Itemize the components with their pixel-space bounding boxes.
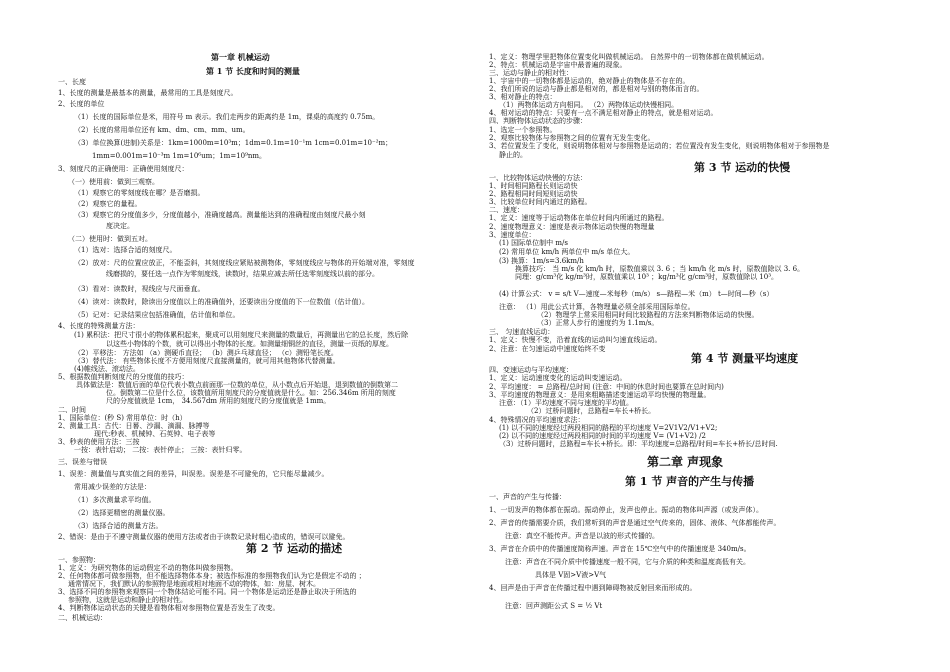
text-line: （1）选对：选择合适的刻度尺。: [74, 246, 177, 254]
text-line: (4)帷线法、滚动法。: [74, 365, 140, 373]
text-line: 3、比较单位时间内通过的路程。: [489, 198, 592, 206]
section-heading: 第 1 节 长度和时间的测量: [206, 66, 300, 76]
text-line: 1、时间相同路程长则运动快: [489, 182, 578, 190]
text-line: （4）读对：读数时，除读出分度值以上的准确值外，还要读出分度值的下一位数值（估计值）。: [74, 298, 369, 306]
section-heading: 第二章 声现象: [647, 455, 724, 469]
text-line: 具体是 V固>V液>V气: [535, 571, 607, 579]
text-line: 3、声音在介质中的传播速度简称声速。声音在 15℃空气中的传播速度是 340m/s。: [489, 545, 751, 553]
text-line: 二、速度：: [489, 206, 524, 214]
text-line: 4、相对运动的特点：只要有一点不满足相对静止的特点，就是相对运动。: [489, 109, 718, 117]
text-line: 常用减少误差的方法是：: [74, 483, 151, 491]
section-heading: 第 3 节 运动的快慢: [694, 161, 791, 174]
text-line: 4、长度的特殊测量方法：: [58, 322, 140, 330]
text-line: 二、机械运动：: [58, 614, 107, 622]
text-line: 1、定义：快慢不变，沿着直线的运动叫匀速直线运动。: [489, 336, 662, 344]
text-line: 3、选择不同的参照物来观察同一个物体结论可能不同。同一个物体是运动还是静止取决于所选的: [58, 588, 357, 596]
text-line: 2、我们所说的运动与静止都是相对的，都是相对与别的物体而言的。: [489, 85, 704, 93]
text-line: 线磨损的，要任选一点作为零刻度线，读数时，结果应减去所任选零刻度线以前的部分。: [106, 270, 379, 278]
text-line: 换算技巧： 当 m/s 化 km/h 时，原数值乘以 3. 6 ；当 km/h 化 m/s 时，原数值除以 3. 6。: [515, 265, 805, 273]
text-line: （5）记对：记录结果应包括准确值，估计值和单位。: [74, 311, 240, 319]
text-line: 2、观察比较物体与参照物之间的位置有无发生变化。: [489, 134, 655, 142]
section-heading: 第 1 节 声音的产生与传播: [625, 475, 755, 488]
text-line: (1) 国际单位制中 m/s: [499, 239, 568, 247]
text-line: 1、定义：速度等于运动物体在单位时间内所通过的路程。: [489, 214, 669, 222]
text-line: （3）替代法： 有些物体长度不方便用刻度尺直接测量的，就可用其他物体代替测量。: [74, 357, 340, 365]
text-line: 以这些小物体的个数，就可以得出小物体的长度。如测量细铜丝的直径，测量一页纸的厚度。: [106, 340, 393, 348]
text-line: 注意：（1）平均速度不同与速度的平均值。: [499, 399, 633, 407]
text-line: 5、根据数值判断刻度尺的分度值的技巧：: [58, 373, 189, 381]
text-line: 注意： （1）用此公式计算，各物理量必须全部采用国际单位。: [499, 303, 695, 311]
text-line: 2、任何物体都可做参照物，但不能选择物体本身；被选作标准的参照物我们认为它是假定不动的 ；: [58, 572, 366, 580]
text-line: 1、一切发声的物体都在振动。振动停止，发声也停止。振动的物体叫声源（或发声体）。: [489, 506, 763, 514]
text-line: 三、误差与错误: [58, 458, 107, 466]
text-line: 三、 匀速直线运动：: [489, 328, 555, 336]
text-line: 1、选定一个参照物。: [489, 126, 557, 134]
text-line: （3）选择合适的测量方法。: [74, 522, 163, 530]
text-line: （2）放对：尺的位置应放正，不能歪斜，其刻度线应紧贴被测物体，零刻度线应与物体的开始端对准，零刻度: [74, 259, 415, 267]
text-line: 1、定义：为研究物体的运动假定不动的物体叫做参照物。: [58, 564, 238, 572]
text-line: 2、特点：机械运动是宇宙中最普遍的现象。: [489, 61, 627, 69]
text-line: 4、判断物体运动状态的关键是看物体相对参照物位置是否发生了改变。: [58, 604, 280, 612]
text-line: 三、运动与静止的相对性：: [489, 69, 573, 77]
text-line: 同理：g/cm³化 kg/m³时，原数值乘以 10³ ；kg/m³化 g/cm³时，原数值除以 10³。: [515, 273, 779, 281]
text-line: 注意：真空不能传声。声音是以波的形式传播的。: [505, 532, 659, 540]
text-line: 现代:秒表、机械钟、石英钟、电子表等: [94, 430, 216, 438]
text-line: 二、时间: [58, 406, 86, 414]
text-line: 3、若位置发生了变化，则说明物体相对与参照物是运动的；若位置没有发生变化，则说明物体相对于参照物是: [489, 142, 830, 150]
text-line: 1、误差：测量值与真实值之间的差异，叫误差。误差是不可避免的，它只能尽量减少。: [58, 470, 329, 478]
text-line: 4、回声是由于声音在传播过程中遇到障碍物被反射回来而形成的。: [489, 584, 697, 592]
text-line: 2、平均速度： = 总路程/总时间 (注意：中间的休息时间也要算在总时间内): [489, 383, 724, 391]
text-line: （1）长度的国际单位是米，用符号 m 表示。我们走两步的距离约是 1m，课桌的高度约 0.75m。: [74, 113, 380, 121]
text-line: 一、比较物体运动快慢的方法：: [489, 174, 587, 182]
text-line: 3、秒表的使用方法：三按: [58, 438, 140, 446]
text-line: 四、判断物体运动状态的步骤：: [489, 117, 587, 125]
text-line: 1、定义：物理学里把物体位置变化叫做机械运动。 自然界中的一切物体都在做机械运动。: [489, 53, 769, 61]
text-line: 3、相对静止的特点：: [489, 93, 557, 101]
text-line: 2、速度物理意义：速度是表示物体运动快慢的物理量: [489, 223, 655, 231]
text-line: 尺的分度值就是 1cm， 34.567dm 所用的刻度尺的分度值就是 1mm。: [106, 397, 331, 405]
text-line: （1）观察它的零刻度线在哪？是否磨损。: [74, 189, 205, 197]
text-line: 2、错误：是由于不遵守测量仪器的使用方法或者由于读数记录时粗心造成的，错误可以避免。: [58, 533, 350, 541]
text-line: 2、长度的单位: [58, 100, 105, 108]
text-line: 2、声音的传播需要介质，我们常听到的声音是通过空气传来的，固体、液体、气体都能传声。: [489, 519, 781, 527]
text-line: 一按：表针启动； 二按：表针停止； 三按：表针归零。: [74, 446, 247, 454]
text-line: 注意：回声测距公式 S = ½ Vt: [505, 602, 603, 610]
text-line: 1、国际单位：(秒 S) 常用单位：时（h）: [58, 414, 187, 422]
text-line: 2、路程相同时间短则运动快: [489, 190, 578, 198]
text-line: 3、平均速度的物理意义：是用来粗略描述变速运动平均快慢的物理量。: [489, 391, 711, 399]
text-line: （3）正常人步行的速度约为 1.1m/s。: [537, 319, 659, 327]
text-line: （3）观察它的分度值多少，分度值越小，准确度越高。测量能达到的准确程度由刻度尺最小刻: [74, 211, 366, 219]
text-line: 一、长度: [58, 78, 86, 86]
text-line: （二）使用时：做到五对。: [68, 235, 152, 243]
text-line: (2) 常用单位 km/h 两单位中 m/s 单位大。: [499, 248, 635, 256]
text-line: （2）观察它的量程。: [74, 200, 142, 208]
text-line: （3）单位换算(进制)关系是：1km=1000m=10³m；1dm=0.1m=10⁻¹m 1cm=0.01m=10⁻²m；: [74, 139, 393, 147]
text-line: 1mm=0.001m=10⁻³m 1m=10⁶um；1m=10⁹nm。: [92, 152, 267, 160]
section-heading: 第 2 节 运动的描述: [246, 542, 343, 555]
text-line: 通常情况下，我们默认的参照物是地面或相对地面不动的物体，如：房屋、树木。: [68, 580, 320, 588]
text-line: 3、速度单位：: [489, 231, 536, 239]
text-line: （2）过桥问题时，总路程=车长+桥长。: [527, 407, 656, 415]
text-line: 1、定义：运动速度变化的运动叫变速运动。: [489, 374, 627, 382]
text-line: （2）平移法： 方法如 （a）测硬币直径； （b）测乒乓球直径； （c）测铅笔长度。: [74, 349, 338, 357]
text-line: 位。倒数第二位是什么位，该数值所用刻度尺的分度值就是什么。如：256.346m 所用的刻度: [106, 389, 396, 397]
text-line: （1）多次测量求平均值。: [74, 496, 156, 504]
text-line: （1）两物体运动方向相同。 （2）两物体运动快慢相同。: [499, 101, 679, 109]
text-line: 2、注意：在匀速运动中速度始终不变: [489, 345, 606, 353]
text-line: （2）选择更精密的测量仪器。: [74, 509, 170, 517]
text-line: 一、声音的产生与传播：: [489, 493, 566, 501]
text-line: 度决定。: [106, 222, 134, 230]
text-line: 四、变速运动与平均速度：: [489, 366, 573, 374]
text-line: (4) 计算公式： v = s/t V—速度—米每秒（m/s） s—路程—米（m） t—时间—秒（s）: [499, 290, 774, 298]
text-line: 1、宇宙中的一切物体都是运动的，绝对静止的物体是不存在的。: [489, 77, 690, 85]
text-line: （一）使用前：做到三观察。: [68, 178, 159, 186]
text-line: 静止的。: [499, 151, 527, 159]
text-line: 2、测量工具：古代：日晷、沙漏、滴漏、脉搏等: [58, 422, 210, 430]
text-line: (1) 以不同的速度经过两段相同的路程的平均速度 V=2V1V2/V1+V2;: [499, 424, 718, 432]
text-line: 4、特殊情况的平均速度求法：: [489, 416, 585, 424]
text-line: (3) 换算：1m/s=3.6km/h: [499, 257, 584, 265]
text-line: （2）物理学上常采用相同时间比较路程的方法来判断物体运动的快慢。: [537, 311, 759, 319]
text-line: (1) 累积法：把尺寸很小的物体累积起来，聚成可以用刻度尺来测量的数量后，再测量出它的总长度，然后除: [74, 331, 409, 339]
text-line: （3）看对：读数时，视线应与尺面垂直。: [74, 285, 205, 293]
section-heading: 第 4 节 测量平均速度: [691, 352, 799, 365]
text-line: 注意：声音在不同介质中传播速度一般不同，它与介质的种类和温度高低有关。: [505, 558, 750, 566]
text-line: 3、刻度尺的正确使用：正确使用刻度尺：: [58, 165, 189, 173]
text-line: 一、参照物：: [58, 556, 100, 564]
text-line: 1、长度的测量是最基本的测量，最常用的工具是刻度尺。: [58, 89, 238, 97]
text-line: （3）过桥问题时，总路程=车长+桥长。即：平均速度=总路程/时间=车长+桥长/总时间.: [499, 440, 778, 448]
section-heading: 第一章 机械运动: [211, 52, 270, 62]
text-line: （2）长度的常用单位还有 km、dm、cm、mm、um。: [74, 126, 250, 134]
text-line: 具体做法是：数值后面的单位代表小数点前面那一位数的单位，从小数点后开始退，退到数值的倒数第二: [76, 381, 398, 389]
text-line: 参照物，这就是运动和静止的相对性。: [68, 596, 187, 604]
text-line: (2) 以不同的速度经过两段相同的时间的平均速度 V= (V1+V2) /2: [499, 432, 706, 440]
